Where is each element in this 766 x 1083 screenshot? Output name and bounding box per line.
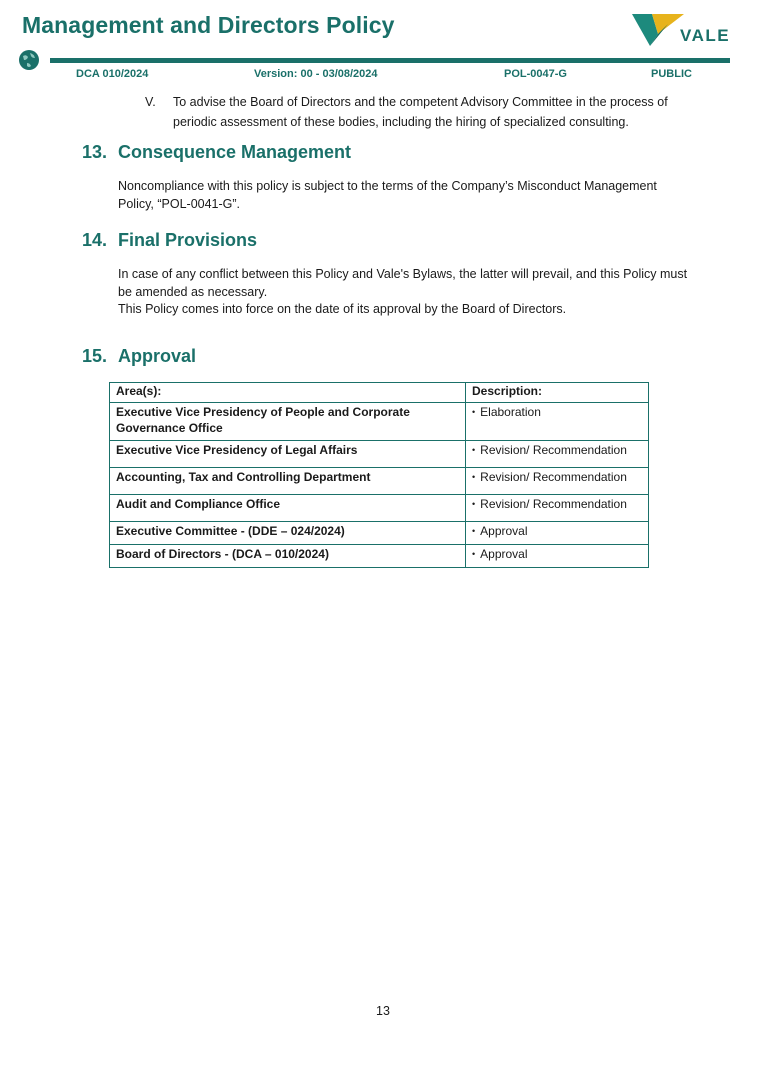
row-description-text: Approval [480,547,528,561]
row-area: Executive Vice Presidency of Legal Affairs [110,441,466,468]
section-14-heading [82,230,257,251]
table-row [110,468,649,495]
row-description [466,441,649,468]
page-number: 13 [376,1004,390,1018]
bullet: • [472,472,476,482]
section-13-number: 13. [82,142,108,162]
table-row [110,545,649,568]
row-description [466,495,649,522]
row-area: Accounting, Tax and Controlling Department [110,468,466,495]
table-row [110,441,649,468]
row-area: Executive Committee - (DDE – 024/2024) [110,522,466,545]
meta-dca: DCA 010/2024 [76,68,149,80]
meta-version: Version: 00 - 03/08/2024 [254,68,378,80]
logo-wordmark: VALE [680,26,731,45]
row-description-text: Approval [480,524,528,538]
globe-icon [18,49,40,71]
row-description [466,468,649,495]
approval-table [109,382,649,568]
table-header-row [110,383,649,403]
row-area: Executive Vice Presidency of People and Corporate Governance Office [110,403,466,441]
bullet: • [472,549,476,559]
bullet: • [472,526,476,536]
section-13-title: Consequence Management [118,142,352,162]
section-14-title: Final Provisions [118,230,258,250]
header-rule [50,58,730,63]
table-row [110,522,649,545]
row-area: Board of Directors - (DCA – 010/2024) [110,545,466,568]
row-area: Audit and Compliance Office [110,495,466,522]
row-description-text: Elaboration [480,405,541,419]
section-15-heading [82,346,196,367]
section-14-number: 14. [82,230,108,250]
bullet: • [472,407,476,417]
row-description [466,545,649,568]
row-description-text: Revision/ Recommendation [480,497,627,511]
list-item-number: V. [145,95,156,109]
table-row [110,403,649,441]
row-description-text: Revision/ Recommendation [480,443,627,457]
row-description-text: Revision/ Recommendation [480,470,627,484]
bullet: • [472,499,476,509]
section-13-heading [82,142,351,163]
bullet: • [472,445,476,455]
row-description [466,403,649,441]
section-15-title: Approval [118,346,197,366]
header-area: Area(s): [110,383,466,403]
section-15-number: 15. [82,346,108,366]
section-13-text: Noncompliance with this policy is subject to the terms of the Company’s Misconduct Management Policy, “POL-0041-G”. [118,179,657,211]
section-14-text-1: In case of any conflict between this Policy and Vale's Bylaws, the latter will prevail, and this Policy must be amended as necessary. [118,267,688,299]
meta-code: POL-0047-G [504,68,567,80]
header-description: Description: [466,383,649,403]
list-item-text: To advise the Board of Directors and the competent Advisory Committee in the process of periodic assessment of these bodies, including the hiring of specialized consulting. [173,95,668,129]
section-14-text-2: This Policy comes into force on the date of its approval by the Board of Directors. [118,302,567,316]
table-row [110,495,649,522]
row-description [466,522,649,545]
document-title: Management and Directors Policy [22,12,395,38]
meta-classification: PUBLIC [651,68,692,80]
